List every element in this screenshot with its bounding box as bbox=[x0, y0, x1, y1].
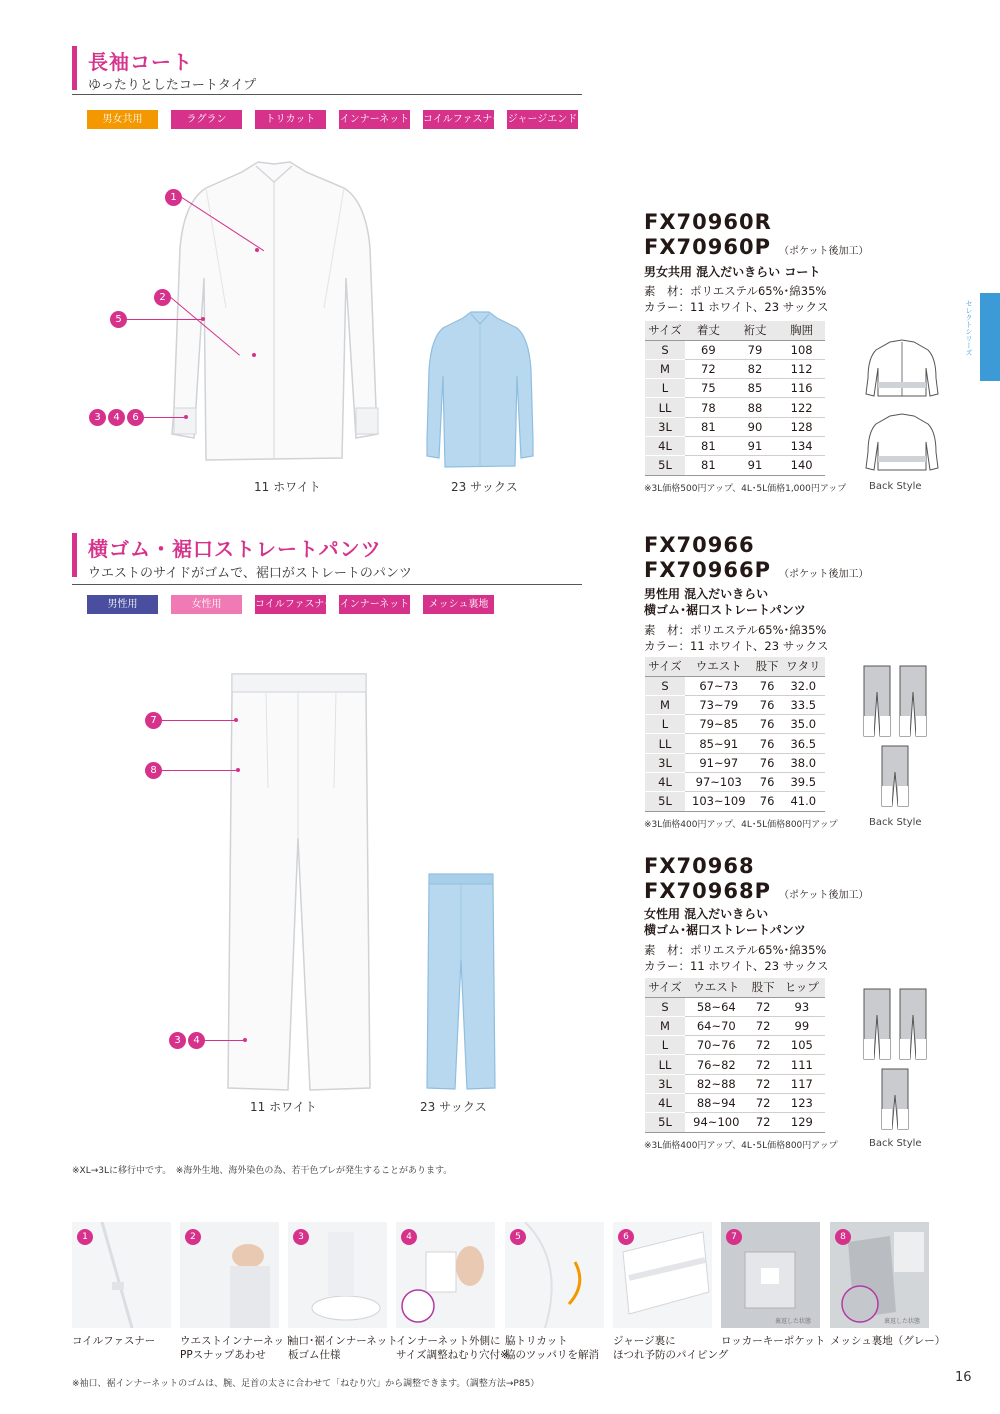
section-subtitle-coat: ゆったりとしたコートタイプ bbox=[88, 78, 257, 93]
back-style-label: Back Style bbox=[869, 817, 922, 828]
price-note: ※3L価格500円アップ、4L･5L価格1,000円アップ bbox=[644, 484, 847, 494]
table-header: 股下 bbox=[748, 978, 779, 997]
detail-photo-1 bbox=[72, 1222, 171, 1328]
table-header: 裄丈 bbox=[732, 321, 779, 340]
table-cell: 75 bbox=[685, 379, 732, 398]
product-name: 男女共用 混入だいきらい コート bbox=[644, 265, 821, 279]
tag-jersey-end: ジャージエンド bbox=[507, 110, 578, 129]
section-accent-bar bbox=[72, 533, 77, 577]
table-cell: 69 bbox=[685, 340, 732, 359]
product-colors: カラー：11 ホワイト、23 サックス bbox=[644, 300, 829, 314]
table-row bbox=[645, 997, 825, 1016]
white-pants-image bbox=[226, 668, 372, 1094]
table-cell: 82 bbox=[732, 359, 779, 378]
table-cell: 140 bbox=[778, 456, 825, 475]
detail-label-6: ジャージ裏に ほつれ予防のパイピング bbox=[613, 1335, 729, 1361]
callout-point bbox=[236, 768, 240, 772]
table-row bbox=[645, 695, 825, 714]
product-code-pocket: FX70960P （ポケット後加工） bbox=[644, 235, 869, 259]
table-cell: 72 bbox=[748, 1113, 779, 1132]
callout-5: 5 bbox=[110, 311, 127, 328]
table-row bbox=[645, 1093, 825, 1112]
table-cell: 76 bbox=[753, 734, 782, 753]
table-cell: 97~103 bbox=[685, 772, 753, 791]
table-header: サイズ bbox=[645, 321, 685, 340]
callout-point bbox=[184, 415, 188, 419]
section-rule bbox=[72, 584, 582, 585]
callout-point bbox=[255, 248, 259, 252]
table-row bbox=[645, 359, 825, 378]
callout-7: 7 bbox=[145, 712, 162, 729]
size-table-men-pants bbox=[645, 657, 825, 812]
table-cell: 85 bbox=[732, 379, 779, 398]
table-row bbox=[645, 772, 825, 791]
table-cell: 72 bbox=[748, 1036, 779, 1055]
table-cell: 5L bbox=[645, 792, 685, 811]
table-cell: 64~70 bbox=[685, 1016, 748, 1035]
table-cell: 4L bbox=[645, 772, 685, 791]
table-cell: 3L bbox=[645, 417, 685, 436]
table-cell: 67~73 bbox=[685, 676, 753, 695]
table-cell: 81 bbox=[685, 417, 732, 436]
table-cell: 103~109 bbox=[685, 792, 753, 811]
table-cell: S bbox=[645, 997, 685, 1016]
product-code: FX70960R bbox=[644, 210, 772, 234]
product-code-pocket: FX70966P （ポケット後加工） bbox=[644, 558, 869, 582]
table-row bbox=[645, 456, 825, 475]
table-header: ヒップ bbox=[779, 978, 825, 997]
table-row bbox=[645, 1036, 825, 1055]
table-cell: 76 bbox=[753, 753, 782, 772]
table-cell: 99 bbox=[779, 1016, 825, 1035]
table-cell: 79 bbox=[732, 340, 779, 359]
tag-coil-zipper: コイルファスナー bbox=[255, 595, 326, 614]
detail-photo-3 bbox=[288, 1222, 387, 1328]
section-rule bbox=[72, 94, 582, 95]
detail-number: 6 bbox=[618, 1229, 634, 1245]
callout-point bbox=[252, 353, 256, 357]
detail-number: 5 bbox=[510, 1229, 526, 1245]
table-cell: 76 bbox=[753, 695, 782, 714]
table-row bbox=[645, 398, 825, 417]
detail-photo-4 bbox=[396, 1222, 495, 1328]
callout-leader bbox=[127, 319, 203, 320]
product-code: FX70966 bbox=[644, 533, 755, 557]
detail-photo-5 bbox=[505, 1222, 604, 1328]
table-cell: LL bbox=[645, 734, 685, 753]
side-tab bbox=[980, 293, 1000, 381]
size-table-coat bbox=[645, 321, 825, 476]
product-code: FX70968 bbox=[644, 854, 755, 878]
table-cell: 91 bbox=[732, 456, 779, 475]
table-cell: 32.0 bbox=[782, 676, 825, 695]
detail-number: 7 bbox=[726, 1229, 742, 1245]
detail-photo-2 bbox=[180, 1222, 279, 1328]
price-note: ※3L価格400円アップ、4L･5L価格800円アップ bbox=[644, 1141, 838, 1151]
table-cell: 36.5 bbox=[782, 734, 825, 753]
detail-mini-label: 裏返した状態 bbox=[775, 1318, 812, 1325]
callout-leader bbox=[162, 770, 238, 771]
table-cell: S bbox=[645, 676, 685, 695]
table-cell: 3L bbox=[645, 753, 685, 772]
table-cell: 111 bbox=[779, 1055, 825, 1074]
section-subtitle-pants: ウエストのサイドがゴムで、裾口がストレートのパンツ bbox=[88, 566, 412, 581]
callout-3: 3 bbox=[169, 1032, 186, 1049]
table-cell: 93 bbox=[779, 997, 825, 1016]
white-coat-image bbox=[170, 158, 380, 470]
detail-photo-6 bbox=[613, 1222, 712, 1328]
detail-photo-7 bbox=[721, 1222, 820, 1328]
table-header: 胸囲 bbox=[778, 321, 825, 340]
table-header: ウエスト bbox=[685, 978, 748, 997]
table-cell: 78 bbox=[685, 398, 732, 417]
detail-number: 4 bbox=[401, 1229, 417, 1245]
table-cell: 82~88 bbox=[685, 1074, 748, 1093]
table-header: 着丈 bbox=[685, 321, 732, 340]
table-cell: 88~94 bbox=[685, 1093, 748, 1112]
table-cell: 33.5 bbox=[782, 695, 825, 714]
product-material: 素 材：ポリエステル65%･綿35% bbox=[644, 623, 827, 637]
product-name: 男性用 混入だいきらい bbox=[644, 587, 769, 601]
table-row bbox=[645, 715, 825, 734]
callout-leader bbox=[162, 720, 236, 721]
table-row bbox=[645, 417, 825, 436]
callout-3: 3 bbox=[89, 409, 106, 426]
table-row bbox=[645, 753, 825, 772]
table-cell: 123 bbox=[779, 1093, 825, 1112]
section-title-pants: 横ゴム・裾口ストレートパンツ bbox=[88, 537, 382, 561]
table-cell: 129 bbox=[779, 1113, 825, 1132]
table-header-row bbox=[645, 321, 825, 340]
tag-tricut: トリカット bbox=[255, 110, 326, 129]
table-cell: 70~76 bbox=[685, 1036, 748, 1055]
detail-label-7: ロッカーキーポケット bbox=[721, 1335, 826, 1347]
table-cell: 72 bbox=[748, 1093, 779, 1112]
table-row bbox=[645, 792, 825, 811]
product-name-line2: 横ゴム･裾口ストレートパンツ bbox=[644, 603, 806, 617]
detail-label-5: 脇トリカット 脇のツッパリを解消 bbox=[505, 1335, 599, 1361]
caption-pants-white: 11 ホワイト bbox=[250, 1100, 317, 1114]
table-row bbox=[645, 676, 825, 695]
tag-women: 女性用 bbox=[171, 595, 242, 614]
footnote-bottom: ※袖口、裾インナーネットのゴムは、腕、足首の太さに合わせて「ねむり穴」から調整できます。（調整方法→P85） bbox=[72, 1379, 540, 1389]
callout-4: 4 bbox=[108, 409, 125, 426]
table-cell: 128 bbox=[778, 417, 825, 436]
table-cell: 5L bbox=[645, 456, 685, 475]
table-cell: 4L bbox=[645, 436, 685, 455]
callout-point bbox=[234, 718, 238, 722]
table-cell: 81 bbox=[685, 456, 732, 475]
detail-label-2: ウエストインナーネット PPスナップあわせ bbox=[180, 1335, 295, 1361]
table-cell: 4L bbox=[645, 1093, 685, 1112]
back-style-label: Back Style bbox=[869, 481, 922, 492]
table-cell: 116 bbox=[778, 379, 825, 398]
tag-men: 男性用 bbox=[87, 595, 158, 614]
caption-coat-white: 11 ホワイト bbox=[254, 480, 321, 494]
callout-point bbox=[201, 317, 205, 321]
table-header-row bbox=[645, 978, 825, 997]
table-cell: 58~64 bbox=[685, 997, 748, 1016]
table-cell: 88 bbox=[732, 398, 779, 417]
caption-coat-sax: 23 サックス bbox=[451, 480, 518, 494]
sax-pants-image bbox=[425, 870, 497, 1092]
callout-4: 4 bbox=[188, 1032, 205, 1049]
table-cell: 72 bbox=[685, 359, 732, 378]
table-row bbox=[645, 379, 825, 398]
table-cell: 85~91 bbox=[685, 734, 753, 753]
back-style-women-pants-sketch bbox=[862, 985, 928, 1131]
detail-label-4: インナーネット外側に サイズ調整ねむり穴付※ bbox=[396, 1335, 509, 1361]
tag-inner-net: インナーネット bbox=[339, 595, 410, 614]
table-cell: 91~97 bbox=[685, 753, 753, 772]
table-cell: 76 bbox=[753, 676, 782, 695]
table-cell: L bbox=[645, 715, 685, 734]
table-header: 股下 bbox=[753, 657, 782, 676]
table-cell: 108 bbox=[778, 340, 825, 359]
table-cell: 72 bbox=[748, 997, 779, 1016]
section-title-coat: 長袖コート bbox=[88, 50, 193, 74]
table-cell: 79~85 bbox=[685, 715, 753, 734]
table-cell: 105 bbox=[779, 1036, 825, 1055]
detail-number: 2 bbox=[185, 1229, 201, 1245]
table-cell: M bbox=[645, 359, 685, 378]
detail-mini-label: 裏返した状態 bbox=[884, 1318, 921, 1325]
table-cell: 91 bbox=[732, 436, 779, 455]
table-row bbox=[645, 1055, 825, 1074]
detail-photo-8 bbox=[830, 1222, 929, 1328]
table-cell: 3L bbox=[645, 1074, 685, 1093]
table-cell: 73~79 bbox=[685, 695, 753, 714]
table-cell: S bbox=[645, 340, 685, 359]
table-cell: 122 bbox=[778, 398, 825, 417]
table-cell: M bbox=[645, 695, 685, 714]
table-header: ウエスト bbox=[685, 657, 753, 676]
table-cell: 134 bbox=[778, 436, 825, 455]
table-cell: M bbox=[645, 1016, 685, 1035]
product-material: 素 材：ポリエステル65%･綿35% bbox=[644, 284, 827, 298]
product-name-line2: 横ゴム･裾口ストレートパンツ bbox=[644, 923, 806, 937]
callout-8: 8 bbox=[145, 762, 162, 779]
detail-number: 1 bbox=[77, 1229, 93, 1245]
table-cell: 117 bbox=[779, 1074, 825, 1093]
callout-leader bbox=[205, 1040, 245, 1041]
table-row bbox=[645, 1016, 825, 1035]
detail-label-3: 袖口･裾インナーネット 板ゴム仕様 bbox=[288, 1335, 398, 1361]
table-cell: 76 bbox=[753, 792, 782, 811]
table-header-row bbox=[645, 657, 825, 676]
sax-coat-image bbox=[425, 310, 535, 472]
table-cell: L bbox=[645, 379, 685, 398]
table-cell: 81 bbox=[685, 436, 732, 455]
table-header: ワタリ bbox=[782, 657, 825, 676]
product-colors: カラー：11 ホワイト、23 サックス bbox=[644, 639, 829, 653]
tag-raglan: ラグラン bbox=[171, 110, 242, 129]
section-accent-bar bbox=[72, 46, 77, 90]
product-code-pocket: FX70968P （ポケット後加工） bbox=[644, 879, 869, 903]
table-cell: LL bbox=[645, 398, 685, 417]
table-cell: 38.0 bbox=[782, 753, 825, 772]
detail-number: 8 bbox=[835, 1229, 851, 1245]
table-header: サイズ bbox=[645, 657, 685, 676]
table-cell: 76 bbox=[753, 715, 782, 734]
table-cell: 76 bbox=[753, 772, 782, 791]
tag-inner-net: インナーネット bbox=[339, 110, 410, 129]
product-name: 女性用 混入だいきらい bbox=[644, 907, 769, 921]
page-number: 16 bbox=[955, 1370, 972, 1385]
product-colors: カラー：11 ホワイト、23 サックス bbox=[644, 959, 829, 973]
callout-2: 2 bbox=[154, 289, 171, 306]
detail-number: 3 bbox=[293, 1229, 309, 1245]
callout-1: 1 bbox=[165, 189, 182, 206]
callout-6: 6 bbox=[127, 409, 144, 426]
price-note: ※3L価格400円アップ、4L･5L価格800円アップ bbox=[644, 820, 838, 830]
table-row bbox=[645, 1113, 825, 1132]
table-row bbox=[645, 436, 825, 455]
side-tab-label: セレクトシリーズ bbox=[965, 300, 973, 356]
table-header: サイズ bbox=[645, 978, 685, 997]
tag-coil-zipper: コイルファスナー bbox=[423, 110, 494, 129]
callout-leader bbox=[144, 417, 186, 418]
table-cell: 112 bbox=[778, 359, 825, 378]
table-cell: 72 bbox=[748, 1055, 779, 1074]
tag-mesh-lining: メッシュ裏地 bbox=[423, 595, 494, 614]
table-row bbox=[645, 1074, 825, 1093]
caption-pants-sax: 23 サックス bbox=[420, 1100, 487, 1114]
table-cell: 76~82 bbox=[685, 1055, 748, 1074]
back-style-label: Back Style bbox=[869, 1138, 922, 1149]
callout-point bbox=[243, 1038, 247, 1042]
back-style-coat-sketch bbox=[864, 338, 940, 474]
table-cell: LL bbox=[645, 1055, 685, 1074]
table-cell: 90 bbox=[732, 417, 779, 436]
table-cell: 72 bbox=[748, 1016, 779, 1035]
table-row bbox=[645, 734, 825, 753]
table-cell: 72 bbox=[748, 1074, 779, 1093]
tag-unisex: 男女共用 bbox=[87, 110, 158, 129]
table-cell: 5L bbox=[645, 1113, 685, 1132]
table-row bbox=[645, 340, 825, 359]
detail-label-8: メッシュ裏地（グレー） bbox=[830, 1335, 946, 1347]
detail-label-1: コイルファスナー bbox=[72, 1335, 156, 1347]
table-cell: 35.0 bbox=[782, 715, 825, 734]
table-cell: L bbox=[645, 1036, 685, 1055]
back-style-pants-sketch bbox=[862, 662, 928, 808]
table-cell: 39.5 bbox=[782, 772, 825, 791]
size-table-women-pants bbox=[645, 978, 825, 1133]
table-cell: 94~100 bbox=[685, 1113, 748, 1132]
footnote-top: ※XL→3Lに移行中です。 ※海外生地、海外染色の為、若干色ブレが発生することがあります。 bbox=[72, 1166, 453, 1176]
table-cell: 41.0 bbox=[782, 792, 825, 811]
product-material: 素 材：ポリエステル65%･綿35% bbox=[644, 943, 827, 957]
